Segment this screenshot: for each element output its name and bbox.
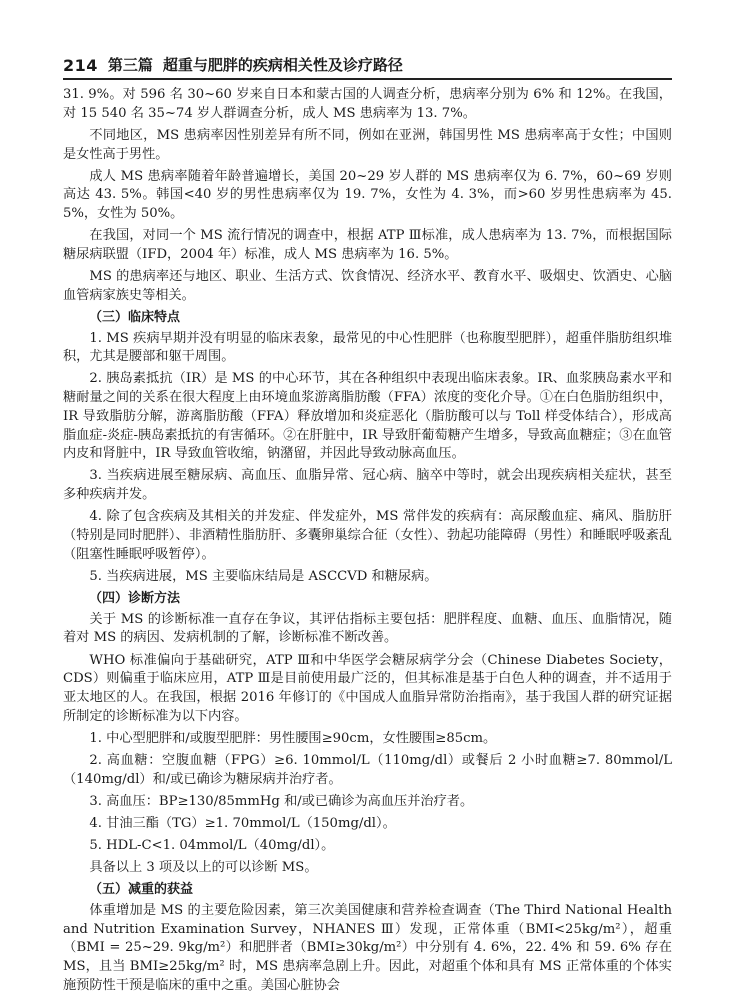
section-heading: （五）减重的获益	[89, 882, 194, 898]
paragraph: 体重增加是 MS 的主要危险因素，第三次美国健康和营养检查调查（The Third National Health and Nutrition Examination Survey，NHANES Ⅲ）发现，正常体重（BMI<25kg/m²），超重（BMI = 25~29. 9kg/m²）和肥胖者（BMI≥30kg/m²）中分别有 4. 6%，22. 4% 和 59. 6% 存在 MS，且当 BMI≥25kg/m² 时，MS 患病率急剧上升。因此，对超重个体和具有 MS 正常体重的个体实施预防性干预是临床的重中之重。美国心脏协会	[63, 903, 672, 993]
paragraph: WHO 标准偏向于基础研究，ATP Ⅲ和中华医学会糖尿病学分会（Chinese Diabetes Society，CDS）则偏重于临床应用，ATP Ⅲ是目前使用最广泛的，但其标准是基于白色人种的调查，并不适用于亚太地区的人。在我国，根据 2016 年修订的《中国成人血脂异常防治指南》，基于我国人群的研究证据所制定的诊断标准为以下内容。	[63, 652, 672, 724]
paragraph: 5. 当疾病进展，MS 主要临床结局是 ASCCVD 和糖尿病。	[89, 568, 438, 584]
paragraph: 31. 9%。对 596 名 30~60 岁来自日本和蒙古国的人调查分析，患病率分别为 6% 和 12%。在我国，对 15 540 名 35~74 岁人群调查分析，成人 MS 患病率为 13. 7%。	[63, 87, 672, 121]
section-heading: （四）诊断方法	[89, 590, 181, 606]
paragraph: 2. 胰岛素抵抗（IR）是 MS 的中心环节，其在各种组织中表现出临床表象。IR、血浆胰岛素水平和糖耐量之间的关系在很大程度上由环境血浆游离脂肪酸（FFA）浓度的变化介导。①在白色脂肪组织中，IR 导致脂肪分解，游离脂肪酸（FFA）释放增加和炎症恶化（脂肪酸可以与 Toll 样受体结合），形成高脂血症-炎症-胰岛素抵抗的有害循环。②在肝脏中，IR 导致肝葡萄糖产生增多，导致高血糖症；③在血管内皮和肾脏中，IR 导致血管收缩，钠潴留，并因此导致动脉高血压。	[63, 371, 672, 462]
paragraph: 成人 MS 患病率随着年龄普遍增长，美国 20~29 岁人群的 MS 患病率仅为 6. 7%，60~69 岁则高达 43. 5%。韩国<40 岁的男性患病率仅为 19. 7%，女性为 4. 3%，而>60 岁男性患病率为 45. 5%，女性为 50%。	[63, 168, 672, 221]
running-header	[63, 49, 672, 80]
paragraph: 关于 MS 的诊断标准一直存在争议，其评估指标主要包括：肥胖程度、血糖、血压、血脂情况，随着对 MS 的病因、发病机制的了解，诊断标准不断改善。	[63, 611, 672, 646]
paragraph: 3. 当疾病进展至糖尿病、高血压、血脂异常、冠心病、脑卒中等时，就会出现疾病相关症状，甚至多种疾病并发。	[63, 468, 672, 503]
paragraph: 5. HDL-C<1. 04mmol/L（40mg/dl）。	[89, 837, 335, 853]
paragraph: 2. 高血糖：空腹血糖（FPG）≥6. 10mmol/L（110mg/dl）或餐后 2 小时血糖≥7. 80mmol/L（140mg/dl）和/或已确诊为糖尿病并治疗者。	[63, 752, 672, 787]
paragraph: 1. MS 疾病早期并没有明显的临床表象，最常见的中心性肥胖（也称腹型肥胖），超重伴脂肪组织堆积，尤其是腰部和躯干周围。	[63, 330, 672, 365]
section-heading: （三）临床特点	[89, 309, 181, 325]
paragraph: 1. 中心型肥胖和/或腹型肥胖：男性腰围≥90cm，女性腰围≥85cm。	[89, 730, 497, 746]
paragraph: 4. 除了包含疾病及其相关的并发症、伴发症外，MS 常伴发的疾病有：高尿酸血症、痛风、脂肪肝（特别是同时肥胖）、非酒精性脂肪肝、多囊卵巢综合征（女性）、勃起功能障碍（男性）和睡眠呼吸紊乱（阻塞性睡眠呼吸暂停）。	[63, 509, 672, 562]
paragraph: 在我国，对同一个 MS 流行情况的调查中，根据 ATP Ⅲ标准，成人患病率为 13. 7%，而根据国际糖尿病联盟（IFD，2004 年）标准，成人 MS 患病率为 16. 5%。	[63, 228, 672, 262]
paragraph: 4. 甘油三酯（TG）≥1. 70mmol/L（150mg/dl）。	[89, 815, 396, 831]
paragraph: 具备以上 3 项及以上的可以诊断 MS。	[89, 859, 318, 875]
page-number: 214	[63, 56, 98, 75]
paragraph: 3. 高血压：BP≥130/85mmHg 和/或已确诊为高血压并治疗者。	[89, 793, 474, 809]
part-label: 第三篇	[107, 56, 153, 74]
paragraph: MS 的患病率还与地区、职业、生活方式、饮食情况、经济水平、教育水平、吸烟史、饮酒史、心脑血管病家族史等相关。	[63, 268, 672, 303]
part-title: 超重与肥胖的疾病相关性及诊疗路径	[162, 56, 403, 74]
body-text	[63, 86, 672, 993]
paragraph: 不同地区，MS 患病率因性别差异有所不同，例如在亚洲，韩国男性 MS 患病率高于女性；中国则是女性高于男性。	[63, 127, 672, 162]
